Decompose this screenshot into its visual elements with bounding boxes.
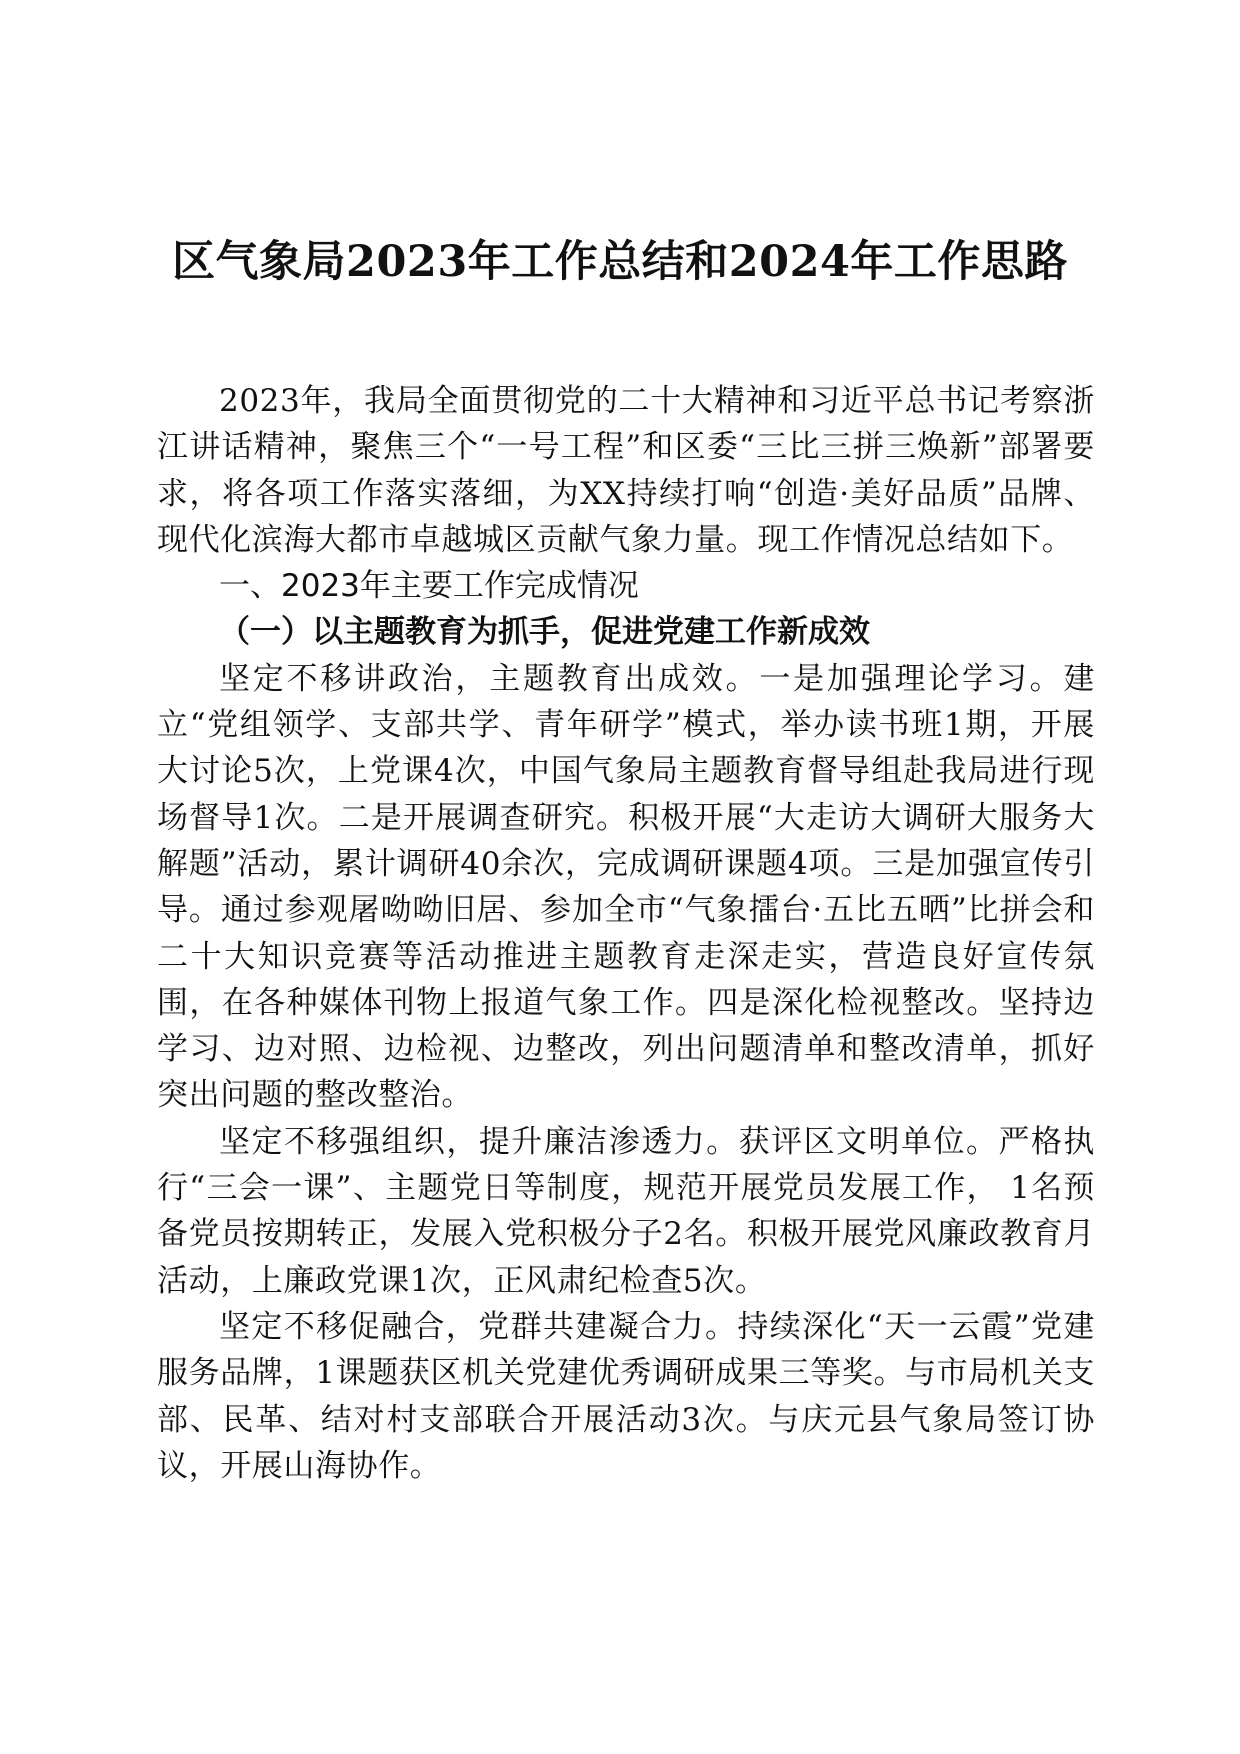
body-paragraph: 坚定不移促融合，党群共建凝合力。持续深化“天一云霞”党建服务品牌，1课题获区机关党建优秀调研成果三等奖。与市局机关支部、民革、结对村支部联合开展活动3次。与庆元县气象局签订协议，开展山海协作。 [157, 1308, 1095, 1484]
document-title: 区气象局2023年工作总结和2024年工作思路 [172, 237, 1068, 287]
subsection-heading: （一）以主题教育为抓手，促进党建工作新成效 [219, 614, 870, 651]
section-heading: 一、2023年主要工作完成情况 [219, 568, 639, 605]
body-paragraph: 坚定不移讲政治，主题教育出成效。一是加强理论学习。建立“党组领学、支部共学、青年研学”模式，举办读书班1期，开展大讨论5次，上党课4次，中国气象局主题教育督导组赴我局进行现场督导1次。二是开展调查研究。积极开展“大走访大调研大服务大解题”活动，累计调研40余次，完成调研课题4项。三是加强宣传引导。通过参观屠呦呦旧居、参加全市“气象擂台·五比五晒”比拼会和二十大知识竞赛等活动推进主题教育走深走实，营造良好宣传氛围，在各种媒体刊物上报道气象工作。四是深化检视整改。坚持边学习、边对照、边检视、边整改，列出问题清单和整改清单，抓好突出问题的整改整治。 [157, 660, 1095, 1114]
document-body [157, 378, 1095, 1489]
body-paragraph: 坚定不移强组织，提升廉洁渗透力。获评区文明单位。严格执行“三会一课”、主题党日等制度，规范开展党员发展工作， 1名预备党员按期转正，发展入党积极分子2名。积极开展党风廉政教育月活动，上廉政党课1次，正风肃纪检查5次。 [157, 1123, 1095, 1299]
intro-paragraph: 2023年，我局全面贯彻党的二十大精神和习近平总书记考察浙江讲话精神，聚焦三个“一号工程”和区委“三比三拼三焕新”部署要求，将各项工作落实落细，为XX持续打响“创造·美好品质”品牌、现代化滨海大都市卓越城区贡献气象力量。现工作情况总结如下。 [157, 383, 1095, 558]
